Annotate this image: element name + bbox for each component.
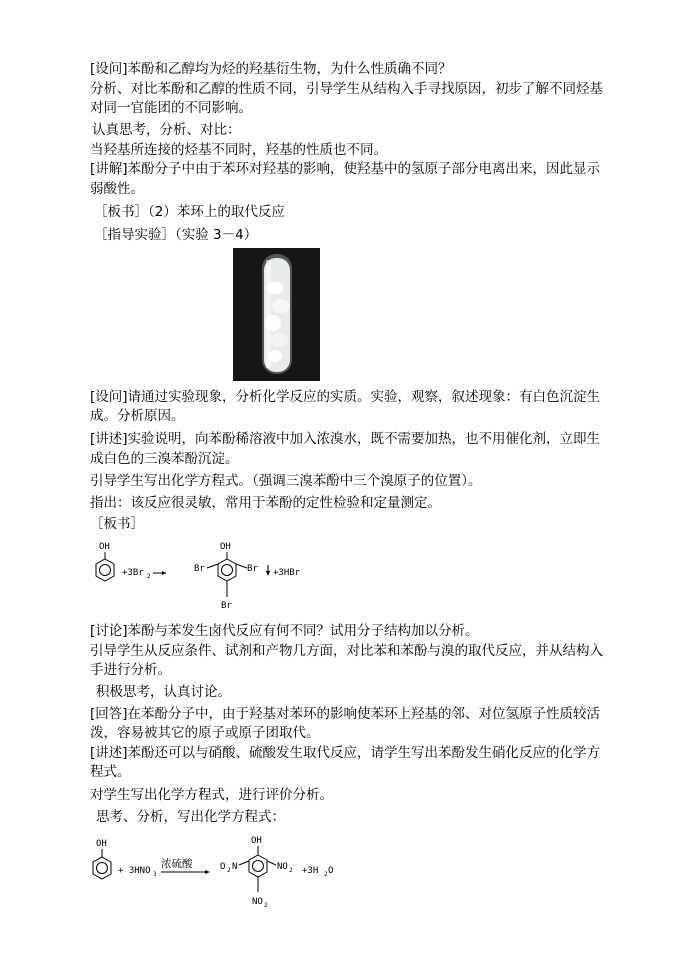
text-line: [讲述]苯酚还可以与硝酸、硫酸发生取代反应，请学生写出苯酚发生硝化反应的化学方 — [90, 745, 601, 761]
br-label: Br — [247, 564, 258, 574]
text-line: ［板书］ — [90, 516, 144, 532]
text-line: [回答]在苯酚分子中，由于羟基对苯环的影响使苯环上羟基的邻、对位氢原子性质较活 — [90, 706, 601, 722]
text-line: 手进行分析。 — [90, 662, 171, 678]
product-tail: +3H — [302, 866, 319, 876]
benzene-ring-icon — [93, 857, 111, 879]
svg-text:2: 2 — [289, 867, 293, 874]
bromination-equation — [88, 535, 318, 615]
text-line: 对同一官能团的不同影响。 — [90, 100, 252, 116]
test-tube-icon — [233, 248, 320, 381]
no2-label: NO — [277, 862, 288, 872]
oh-label: OH — [220, 542, 231, 552]
text-line: [讨论]苯酚与苯发生卤代反应有何不同？试用分子结构加以分析。 — [90, 623, 479, 639]
oh-label: OH — [251, 836, 262, 846]
text-line: 成。分析原因。 — [90, 408, 185, 424]
text-line: ［指导实验］（实验 3－4） — [94, 227, 258, 243]
o2n-label: O — [220, 862, 226, 872]
reagent-label: + 3HNO — [118, 866, 151, 876]
text-line: 思考、分析，写出化学方程式： — [96, 809, 285, 825]
text-line: 指出：该反应很灵敏，常用于苯酚的定性检验和定量测定。 — [90, 495, 441, 511]
svg-text:2: 2 — [147, 573, 151, 580]
no2-label: NO — [252, 897, 263, 907]
text-line: 引导学生写出化学方程式。（强调三溴苯酚中三个溴原子的位置）。 — [90, 473, 482, 489]
text-line: [设问]苯酚和乙醇均为烃的羟基衍生物，为什么性质确不同？ — [90, 61, 452, 77]
benzene-ring-icon — [96, 559, 114, 581]
text-line: 对学生写出化学方程式，进行评价分析。 — [90, 787, 333, 803]
br-label: Br — [221, 601, 232, 611]
svg-text:2: 2 — [324, 871, 328, 878]
br-label: Br — [194, 564, 205, 574]
text-line: 成白色的三溴苯酚沉淀。 — [90, 451, 239, 467]
text-line: 弱酸性。 — [90, 181, 144, 197]
text-line: 程式。 — [90, 764, 131, 780]
oh-label: OH — [96, 839, 107, 849]
svg-text:O: O — [328, 866, 334, 876]
product-tail: +3HBr — [273, 568, 301, 578]
svg-text:2: 2 — [264, 902, 268, 909]
benzene-ring-icon — [249, 855, 267, 877]
reagent-label: +3Br — [122, 568, 144, 578]
nitration-equation — [88, 830, 348, 910]
svg-text:3: 3 — [153, 871, 157, 878]
svg-text:2: 2 — [227, 867, 231, 874]
oh-label: OH — [99, 542, 110, 552]
text-line: 泼，容易被其它的原子或原子团取代。 — [90, 725, 320, 741]
catalyst-label: 浓硫酸 — [161, 858, 193, 870]
text-line: 认真思考，分析、对比： — [92, 122, 241, 138]
svg-text:N: N — [232, 862, 238, 872]
text-line: [讲解]苯酚分子中由于苯环对羟基的影响，使羟基中的氢原子部分电离出来，因此显示 — [90, 161, 601, 177]
text-line: 引导学生从反应条件、试剂和产物几方面，对比苯和苯酚与溴的取代反应，并从结构入 — [90, 643, 603, 659]
test-tube-photo — [233, 248, 320, 381]
text-line: [讲述]实验说明，向苯酚稀溶液中加入浓溴水，既不需要加热，也不用催化剂，立即生 — [90, 431, 601, 447]
benzene-ring-icon — [218, 559, 236, 581]
text-line: 积极思考，认真讨论。 — [96, 684, 231, 700]
text-line: ［板书］（2）苯环上的取代反应 — [94, 204, 285, 220]
text-line: 分析、对比苯酚和乙醇的性质不同，引导学生从结构入手寻找原因，初步了解不同烃基 — [90, 81, 603, 97]
text-line: [设问]请通过实验现象，分析化学反应的实质。实验，观察，叙述现象：有白色沉淀生 — [90, 389, 601, 405]
text-line: 当羟基所连接的烃基不同时，羟基的性质也不同。 — [90, 142, 387, 158]
